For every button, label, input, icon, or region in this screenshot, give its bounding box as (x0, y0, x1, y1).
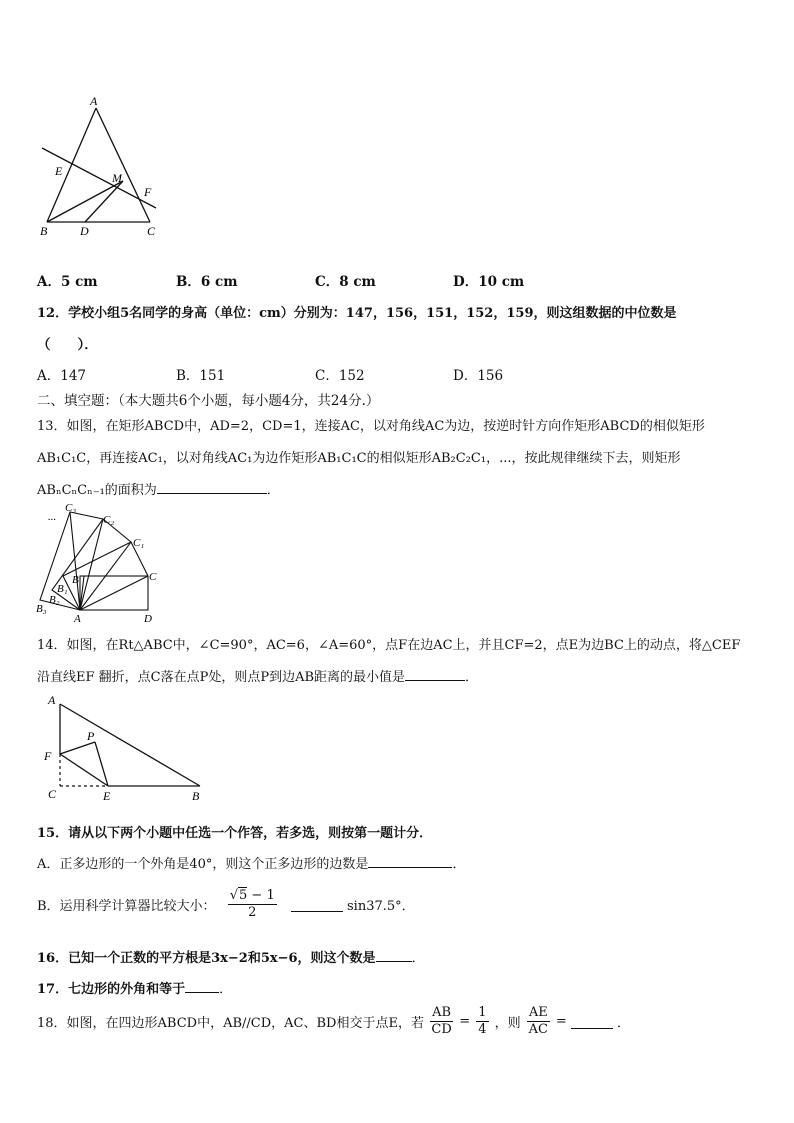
q18-f3-den: AC (528, 1022, 548, 1037)
label-E: E (55, 164, 63, 178)
q14-line2 (37, 666, 478, 685)
label-C1: C₁ (133, 537, 145, 549)
q18-eq: = (459, 1014, 471, 1029)
q18-fraction-ab-cd (430, 1005, 453, 1038)
q17-end: ． (219, 982, 233, 997)
q15-part-b-blank[interactable] (291, 897, 343, 912)
q17 (37, 978, 232, 997)
q18-mid: ，则 (494, 1016, 521, 1031)
q17-text: 17．七边形的外角和等于 (37, 982, 186, 997)
q16-answer-blank[interactable] (376, 947, 412, 962)
q13-line3-text: ABₙCₙCₙ₋₁的面积为 (37, 483, 157, 498)
q12-stem: 12．学校小组5名同学的身高（单位：cm）分别为：147，156，151，152，159，则这组数据的中位数是 (37, 306, 677, 321)
label-A: A (90, 94, 98, 108)
q14-triangle-figure (40, 690, 210, 805)
q18-end: ． (617, 1016, 631, 1031)
q18-f1-den: CD (431, 1022, 452, 1037)
q15-part-a-end: ． (452, 857, 466, 872)
q16-end: ． (411, 951, 425, 966)
q15-sqrt-arg: 5 (239, 888, 248, 903)
q16 (37, 947, 425, 966)
label-D: D (144, 613, 152, 625)
section-heading: 二、填空题：（本大题共6个小题，每小题4分，共24分.） (37, 393, 380, 409)
q12-option-c[interactable]: C．152 (315, 368, 365, 384)
label-E: E (103, 789, 111, 803)
q15-stem: 15．请从以下两个小题中任选一个作答，若多选，则按第一题计分． (37, 826, 433, 841)
q15-part-b (37, 888, 415, 921)
label-F: F (144, 185, 152, 199)
q13-line1: 13．如图，在矩形ABCD中，AD=2，CD=1，连接AC，以对角线AC为边，按逆时针方向作矩形ABCD的相似矩形 (37, 419, 705, 434)
q11-option-c[interactable]: C．8 cm (315, 274, 376, 290)
q17-answer-blank[interactable] (185, 978, 219, 993)
q18-fraction-ae-ac (527, 1005, 550, 1038)
q11-option-d[interactable]: D．10 cm (453, 274, 525, 290)
q18-eq2: = (555, 1014, 567, 1029)
q11-option-a[interactable]: A．5 cm (37, 274, 98, 290)
label-B2: B₂ (49, 594, 60, 606)
q12-paren: （ ）． (37, 337, 98, 353)
q15-part-b-post: sin37.5°． (347, 899, 415, 914)
label-C: C (149, 571, 157, 583)
q15-part-a-blank[interactable] (368, 853, 452, 868)
label-B: B (72, 574, 79, 586)
q12-option-a[interactable]: A．147 (37, 368, 87, 384)
label-C2: C₂ (103, 514, 115, 526)
q18-fraction-one-quarter (476, 1005, 488, 1038)
label-dots: ... (48, 511, 57, 523)
q14-line1: 14．如图，在Rt△ABC中，∠C=90°，AC=6，∠A=60°，点F在边AC上，并且CF=2，点E为边BC上的动点，将△CEF (37, 638, 741, 653)
q14-line2-text: 沿直线EF 翻折，点C落在点P处，则点P到边AB距离的最小值是 (37, 670, 406, 685)
q13-answer-blank[interactable] (157, 479, 267, 494)
label-C: C (48, 787, 57, 801)
label-C3: C₃ (65, 502, 77, 514)
label-B1: B₁ (57, 583, 68, 595)
q12-option-d[interactable]: D．156 (453, 368, 504, 384)
q15-fraction: $\frac{√5 - 1}{2}$ (229, 888, 275, 920)
q18-f1-num: AB (432, 1005, 452, 1020)
q18 (37, 1005, 630, 1038)
label-B: B (192, 789, 200, 803)
q14-end: ． (465, 670, 479, 685)
q12-option-b[interactable]: B．151 (176, 368, 226, 384)
q13-end: ． (266, 483, 280, 498)
label-D: D (80, 224, 89, 238)
label-F: F (44, 749, 52, 763)
label-B3: B₃ (36, 603, 47, 615)
label-B: B (40, 224, 48, 238)
label-A: A (74, 613, 81, 625)
q11-triangle-figure (30, 92, 170, 242)
label-A: A (48, 693, 56, 707)
q11-option-b[interactable]: B．6 cm (176, 274, 238, 290)
q18-f2-den: 4 (478, 1022, 487, 1037)
q14-answer-blank[interactable] (405, 666, 465, 681)
q13-line3 (37, 479, 280, 498)
q15-den: 2 (248, 905, 257, 920)
q15-part-a-text: A．正多边形的一个外角是40°，则这个正多边形的边数是 (37, 857, 369, 872)
q13-line2: AB₁C₁C，再连接AC₁，以对角线AC₁为边作矩形AB₁C₁C的相似矩形AB₂C₂C₁，...，按此规律继续下去，则矩形 (37, 451, 681, 466)
q18-f3-num: AE (528, 1005, 548, 1020)
label-M: M (112, 171, 122, 185)
q13-rectangles-figure (32, 500, 172, 625)
q18-f2-num: 1 (478, 1005, 487, 1020)
label-C: C (147, 224, 156, 238)
q15-num-rest: − 1 (247, 888, 275, 903)
q18-pre: 18．如图，在四边形ABCD中，AB//CD，AC、BD相交于点E，若 (37, 1016, 424, 1031)
q15-part-a (37, 853, 465, 872)
q18-answer-blank[interactable] (571, 1014, 613, 1029)
label-P: P (87, 729, 95, 743)
q15-part-b-pre: B．运用科学计算器比较大小： (37, 899, 216, 914)
q16-text: 16．已知一个正数的平方根是3x−2和5x−6，则这个数是 (37, 951, 376, 966)
